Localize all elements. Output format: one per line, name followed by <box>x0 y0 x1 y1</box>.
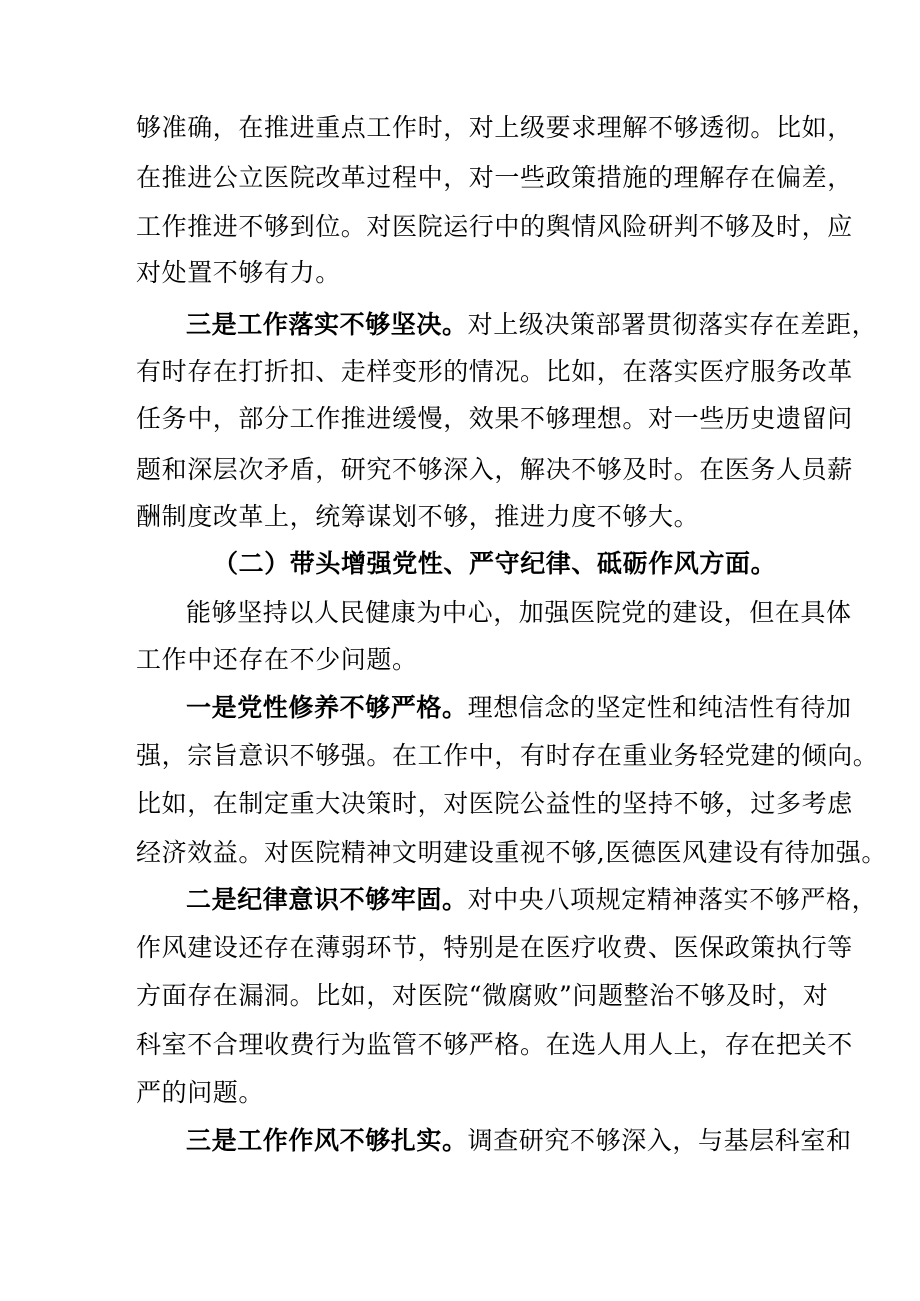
paragraph-4-line-3: 比如，在制定重大决策时，对医院公益性的坚持不够，过多考虑 <box>136 789 853 818</box>
paragraph-1-line-3: 工作推进不够到位。对医院运行中的舆情风险研判不够及时，应 <box>136 212 853 241</box>
section-heading: （二）带头增强党性、严守纪律、砥砺作风方面。 <box>213 549 777 578</box>
paragraph-2-line-3: 任务中，部分工作推进缓慢，效果不够理想。对一些历史遗留问 <box>136 404 853 433</box>
paragraph-5-lead: 二是纪律意识不够牢固。 <box>186 885 468 914</box>
paragraph-4-line-4: 经济效益。对医院精神文明建设重视不够,医德医风建设有待加强。 <box>136 838 887 867</box>
paragraph-5-line-4: 科室不合理收费行为监管不够严格。在选人用人上，存在把关不 <box>136 1030 853 1059</box>
paragraph-5-line-1 <box>186 885 877 915</box>
paragraph-4-line-2: 强，宗旨意识不够强。在工作中，有时存在重业务轻党建的倾向。 <box>136 741 879 770</box>
paragraph-5-line-3: 方面存在漏洞。比如，对医院“微腐败”问题整治不够及时，对 <box>136 981 829 1010</box>
paragraph-2-line-2: 有时存在打折扣、走样变形的情况。比如，在落实医疗服务改革 <box>136 357 853 386</box>
paragraph-2-line-1-rest: 对上级决策部署贯彻落实存在差距， <box>467 310 878 339</box>
paragraph-1-line-4: 对处置不够有力。 <box>136 258 341 287</box>
paragraph-1-line-2: 在推进公立医院改革过程中，对一些政策措施的理解存在偏差， <box>136 163 853 192</box>
paragraph-5-line-2: 作风建设还存在薄弱环节，特别是在医疗收费、医保政策执行等 <box>136 933 853 962</box>
paragraph-2-line-1 <box>186 310 877 340</box>
paragraph-5-line-5: 严的问题。 <box>136 1078 265 1107</box>
paragraph-1-line-1: 够准确，在推进重点工作时，对上级要求理解不够透彻。比如， <box>136 113 853 142</box>
paragraph-4-lead: 一是党性修养不够严格。 <box>186 693 468 722</box>
paragraph-4-line-1-rest: 理想信念的坚定性和纯洁性有待加 <box>467 693 852 722</box>
paragraph-4-line-1 <box>186 693 852 723</box>
paragraph-6-line-1 <box>186 1126 852 1156</box>
paragraph-2-line-4: 题和深层次矛盾，研究不够深入，解决不够及时。在医务人员薪 <box>136 455 853 484</box>
paragraph-2-lead: 三是工作落实不够坚决。 <box>186 310 468 339</box>
paragraph-3-line-1: 能够坚持以人民健康为中心，加强医院党的建设，但在具体 <box>186 598 852 627</box>
paragraph-3-line-2: 工作中还存在不少问题。 <box>136 645 418 674</box>
paragraph-2-line-5: 酬制度改革上，统筹谋划不够，推进力度不够大。 <box>136 502 700 531</box>
paragraph-6-lead: 三是工作作风不够扎实。 <box>186 1126 468 1155</box>
paragraph-6-line-1-rest: 调查研究不够深入，与基层科室和 <box>467 1126 852 1155</box>
paragraph-5-line-1-rest: 对中央八项规定精神落实不够严格， <box>467 885 878 914</box>
